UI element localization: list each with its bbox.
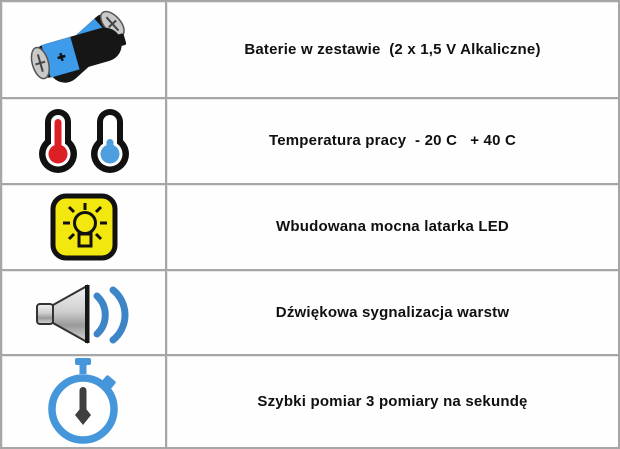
table-row: [1, 184, 619, 270]
stopwatch-icon: [42, 357, 126, 447]
spec-text-temperature: Temperatura pracy - 20 C + 40 C: [268, 132, 517, 149]
table-row: [1, 270, 619, 355]
table-row: [1, 355, 619, 448]
spec-text-sound: Dźwiękowa sygnalizacja warstw: [275, 303, 510, 321]
spec-text-cell: [166, 184, 619, 270]
batteries-icon-cell: [1, 1, 166, 98]
speaker-icon-cell: [1, 270, 166, 355]
table-row: [1, 98, 619, 184]
led-flashlight-icon: [49, 192, 119, 262]
spec-text-cell: [166, 1, 619, 98]
thermometers-icon: [28, 106, 140, 176]
stopwatch-icon-cell: [1, 355, 166, 448]
spec-text-batteries: Baterie w zestawie (2 x 1,5 V Alkaliczne): [244, 40, 541, 58]
table-row: [1, 1, 619, 98]
batteries-icon: [25, 7, 143, 93]
thermometers-icon-cell: [1, 98, 166, 184]
spec-text-cell: [166, 98, 619, 184]
spec-text-cell: [166, 270, 619, 355]
led-flashlight-icon-cell: [1, 184, 166, 270]
speaker-icon: [29, 279, 139, 347]
spec-text-speed: Szybki pomiar 3 pomiary na sekundę: [257, 392, 528, 410]
spec-text-cell: [166, 355, 619, 448]
spec-text-flashlight: Wbudowana mocna latarka LED: [276, 218, 509, 235]
